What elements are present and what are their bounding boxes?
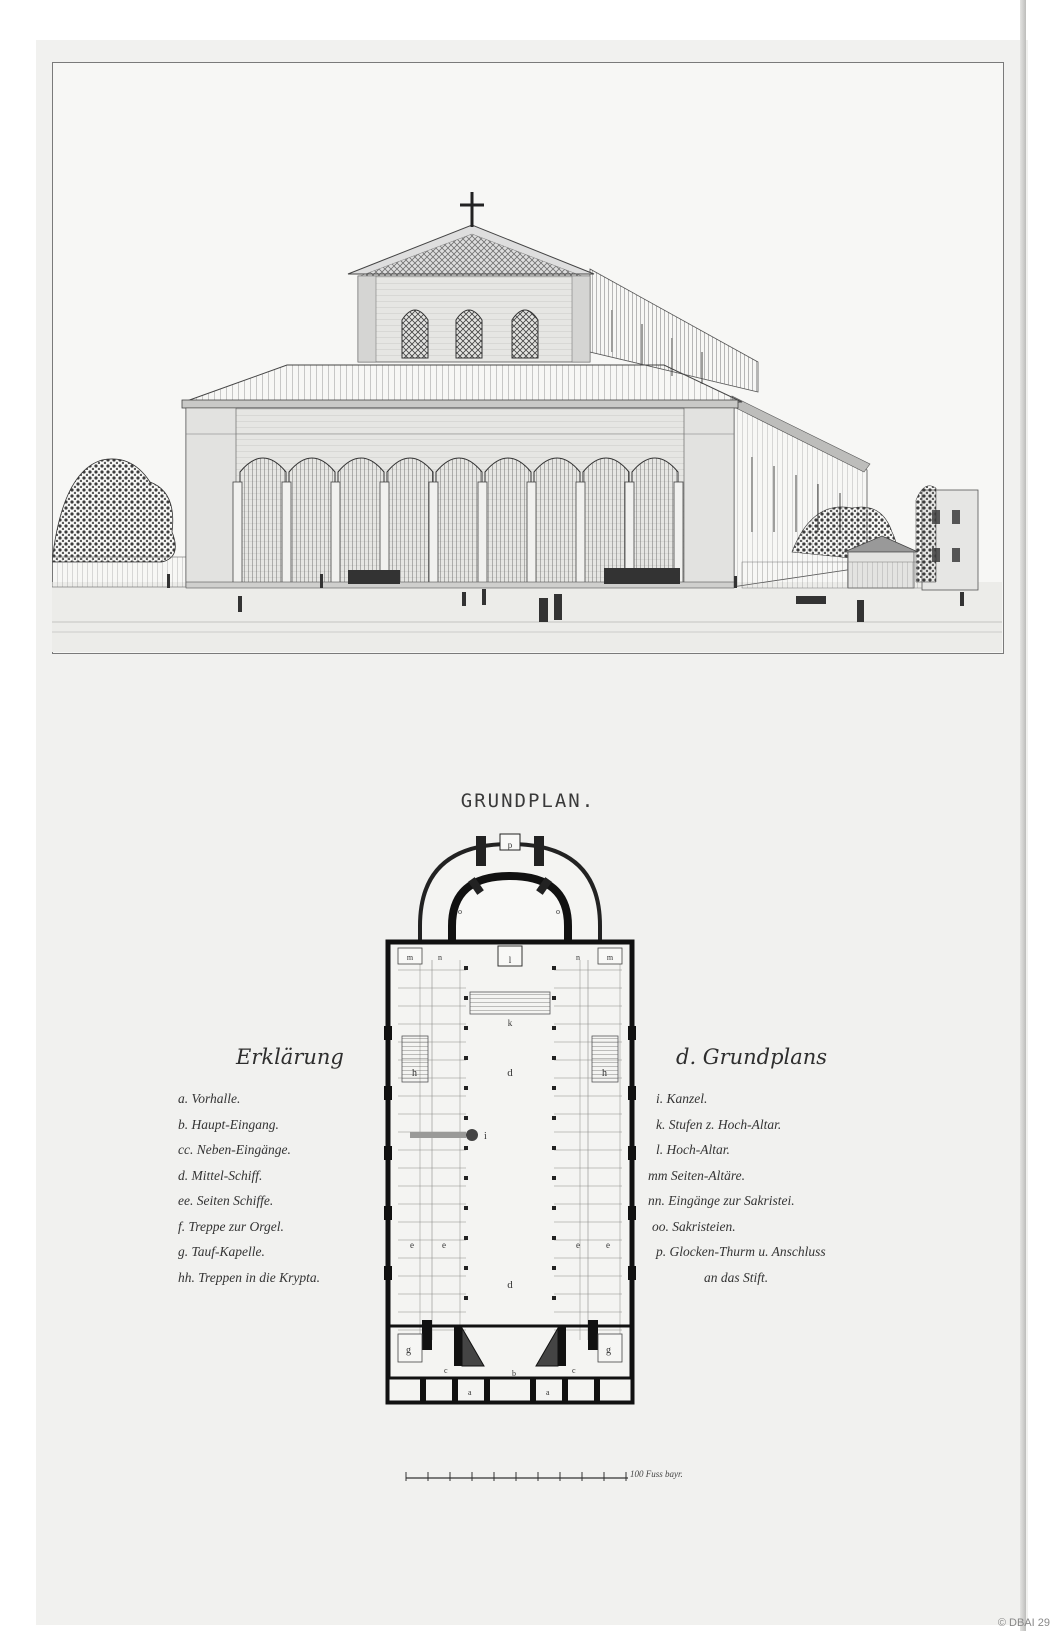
legend-item-b: b. Haupt-Eingang. bbox=[178, 1116, 279, 1132]
letter-g-right: g bbox=[606, 1345, 611, 1356]
legend-item-cc: cc. Neben-Eingänge. bbox=[178, 1142, 291, 1157]
scale-bar bbox=[404, 1464, 630, 1484]
legend-item-p: p. Glocken-Thurm u. Anschluss bbox=[656, 1244, 826, 1259]
letter-h-left: h bbox=[412, 1068, 417, 1079]
legend-item-p-cont: an das Stift. bbox=[704, 1269, 769, 1285]
letter-l: l bbox=[508, 955, 512, 965]
scale-label: 100 Fuss bayr. bbox=[630, 1469, 683, 1479]
letter-o-right: o bbox=[556, 907, 560, 916]
legend-item-oo: oo. Sakristeien. bbox=[652, 1218, 736, 1234]
legend-item-d: d. Mittel-Schiff. bbox=[178, 1167, 263, 1183]
letter-e-3: e bbox=[576, 1240, 580, 1250]
legend-item-a: a. Vorhalle. bbox=[178, 1091, 241, 1106]
legend-heading-left: Erklärung bbox=[236, 1045, 344, 1069]
letter-a-left: a bbox=[468, 1388, 472, 1397]
letter-e-2: e bbox=[442, 1240, 446, 1250]
letter-n-left: n bbox=[438, 953, 442, 962]
legend-item-mm: mm Seiten-Altäre. bbox=[648, 1167, 745, 1183]
basilica-engraving bbox=[52, 62, 1002, 652]
page-edge bbox=[1020, 0, 1026, 1631]
legend-item-nn: nn. Eingänge zur Sakristei. bbox=[648, 1193, 795, 1208]
legend-item-ee: ee. Seiten Schiffe. bbox=[178, 1193, 274, 1208]
letter-m-right: m bbox=[606, 953, 614, 962]
legend-item-f: f. Treppe zur Orgel. bbox=[178, 1218, 284, 1234]
letter-n-right: n bbox=[576, 953, 580, 962]
letter-i: i bbox=[484, 1131, 487, 1142]
letter-e-1: e bbox=[410, 1240, 414, 1250]
legend-item-l: l. Hoch-Altar. bbox=[656, 1142, 730, 1157]
legend-item-g: g. Tauf-Kapelle. bbox=[178, 1244, 265, 1259]
letter-k: k bbox=[507, 1018, 513, 1028]
plan-title: GRUNDPLAN. bbox=[460, 790, 596, 812]
letter-e-4: e bbox=[606, 1240, 610, 1250]
ground-plan bbox=[380, 826, 640, 1416]
legend-left-list bbox=[178, 1086, 320, 1290]
legend-right-list bbox=[648, 1086, 826, 1290]
credit-watermark: © DBAI 29 bbox=[997, 1617, 1050, 1629]
letter-p: p bbox=[507, 840, 513, 850]
letter-g-left: g bbox=[406, 1345, 411, 1356]
letter-d-lower: d bbox=[507, 1279, 513, 1291]
letter-o-left: o bbox=[458, 907, 462, 916]
legend-heading-right: d. Grundplans bbox=[676, 1045, 828, 1069]
letter-h-right: h bbox=[602, 1068, 607, 1079]
letter-d-upper: d bbox=[507, 1067, 513, 1079]
letter-c-right: c bbox=[572, 1366, 576, 1375]
legend-item-k: k. Stufen z. Hoch-Altar. bbox=[656, 1116, 782, 1132]
legend-item-hh: hh. Treppen in die Krypta. bbox=[178, 1269, 320, 1285]
letter-c-left: c bbox=[444, 1366, 448, 1375]
letter-m-left: m bbox=[406, 953, 414, 962]
letter-b: b bbox=[512, 1369, 516, 1378]
letter-a-right: a bbox=[546, 1388, 550, 1397]
legend-item-i: i. Kanzel. bbox=[656, 1091, 708, 1106]
